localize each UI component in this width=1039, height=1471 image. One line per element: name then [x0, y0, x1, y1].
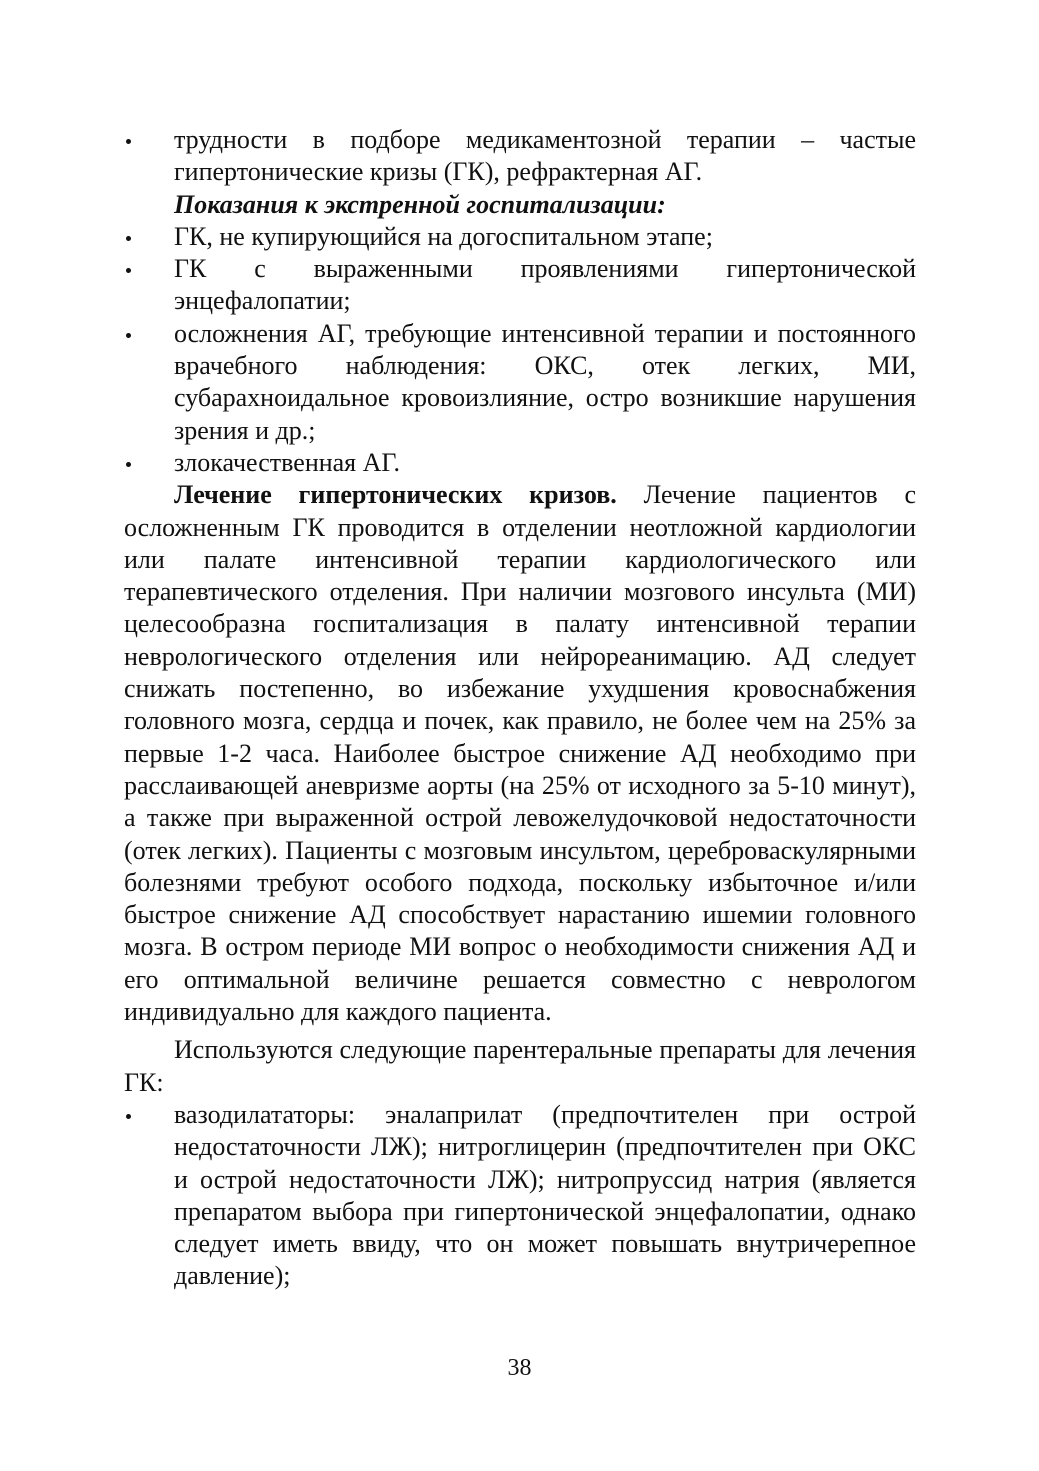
- list-item-hospitalization-4: злокачественная АГ.: [124, 447, 916, 479]
- drugs-intro: Используются следующие парентеральные препараты для лечения ГК:: [124, 1035, 916, 1097]
- list-item-hospitalization-1: ГК, не купирующийся на догоспитальном этапе;: [124, 221, 916, 253]
- hospitalization-heading: Показания к экстренной госпитализации:: [174, 189, 666, 219]
- treatment-heading: Лечение гипертонических кризов.: [174, 480, 617, 510]
- treatment-text: Лечение пациентов с осложненным ГК проводится в отделении неотложной кардиологии или палате интенсивной терапии кардиологического или терапевтического отделения. При наличии мозгового инсульта (МИ) целесообразна госпитализация в палату интенсивной терапии неврологического отделения или нейрореанимацию. АД следует снижать постепенно, во избежание ухудшения кровоснабжения головного мозга, сердца и почек, как правило, не более чем на 25% за первые 1-2 часа. Наиболее быстрое снижение АД необходимо при расслаивающей аневризме аорты (на 25% от исходного за 5-10 минут), а также при выраженной острой левожелудочковой недостаточности (отек легких). Пациенты с мозговым инсультом, цереброваскулярными болезнями требуют особого подхода, поскольку избыточное и/или быстрое снижение АД способствует нарастанию ишемии головного мозга. В остром периоде МИ вопрос о необходимости снижения АД и его оптимальной величине решается совместно с неврологом индивидуально для каждого пациента.: [124, 480, 917, 1027]
- list-item-hospitalization-2: ГК с выраженными проявлениями гипертонической энцефалопатии;: [124, 253, 916, 318]
- page-content: [124, 124, 916, 1293]
- list-item-drug-therapy-difficulty: трудности в подборе медикаментозной терапии – частые гипертонические кризы (ГК), рефрактерная АГ.: [124, 124, 916, 189]
- treatment-paragraph: [124, 479, 916, 1028]
- list-item-vasodilators: вазодилататоры: эналаприлат (предпочтителен при острой недостаточности ЛЖ); нитроглицерин (предпочтителен при ОКС и острой недостаточности ЛЖ); нитропруссид натрия (является препаратом выбора при гипертонической энцефалопатии, однако следует иметь ввиду, что он может повышать внутричерепное давление);: [124, 1099, 916, 1293]
- page-number: 38: [507, 1355, 532, 1381]
- list-item-hospitalization-3: осложнения АГ, требующие интенсивной терапии и постоянного врачебного наблюдения: ОКС, отек легких, МИ, субарахноидальное кровоизлияние, остро возникшие нарушения зрения и др.;: [124, 318, 916, 447]
